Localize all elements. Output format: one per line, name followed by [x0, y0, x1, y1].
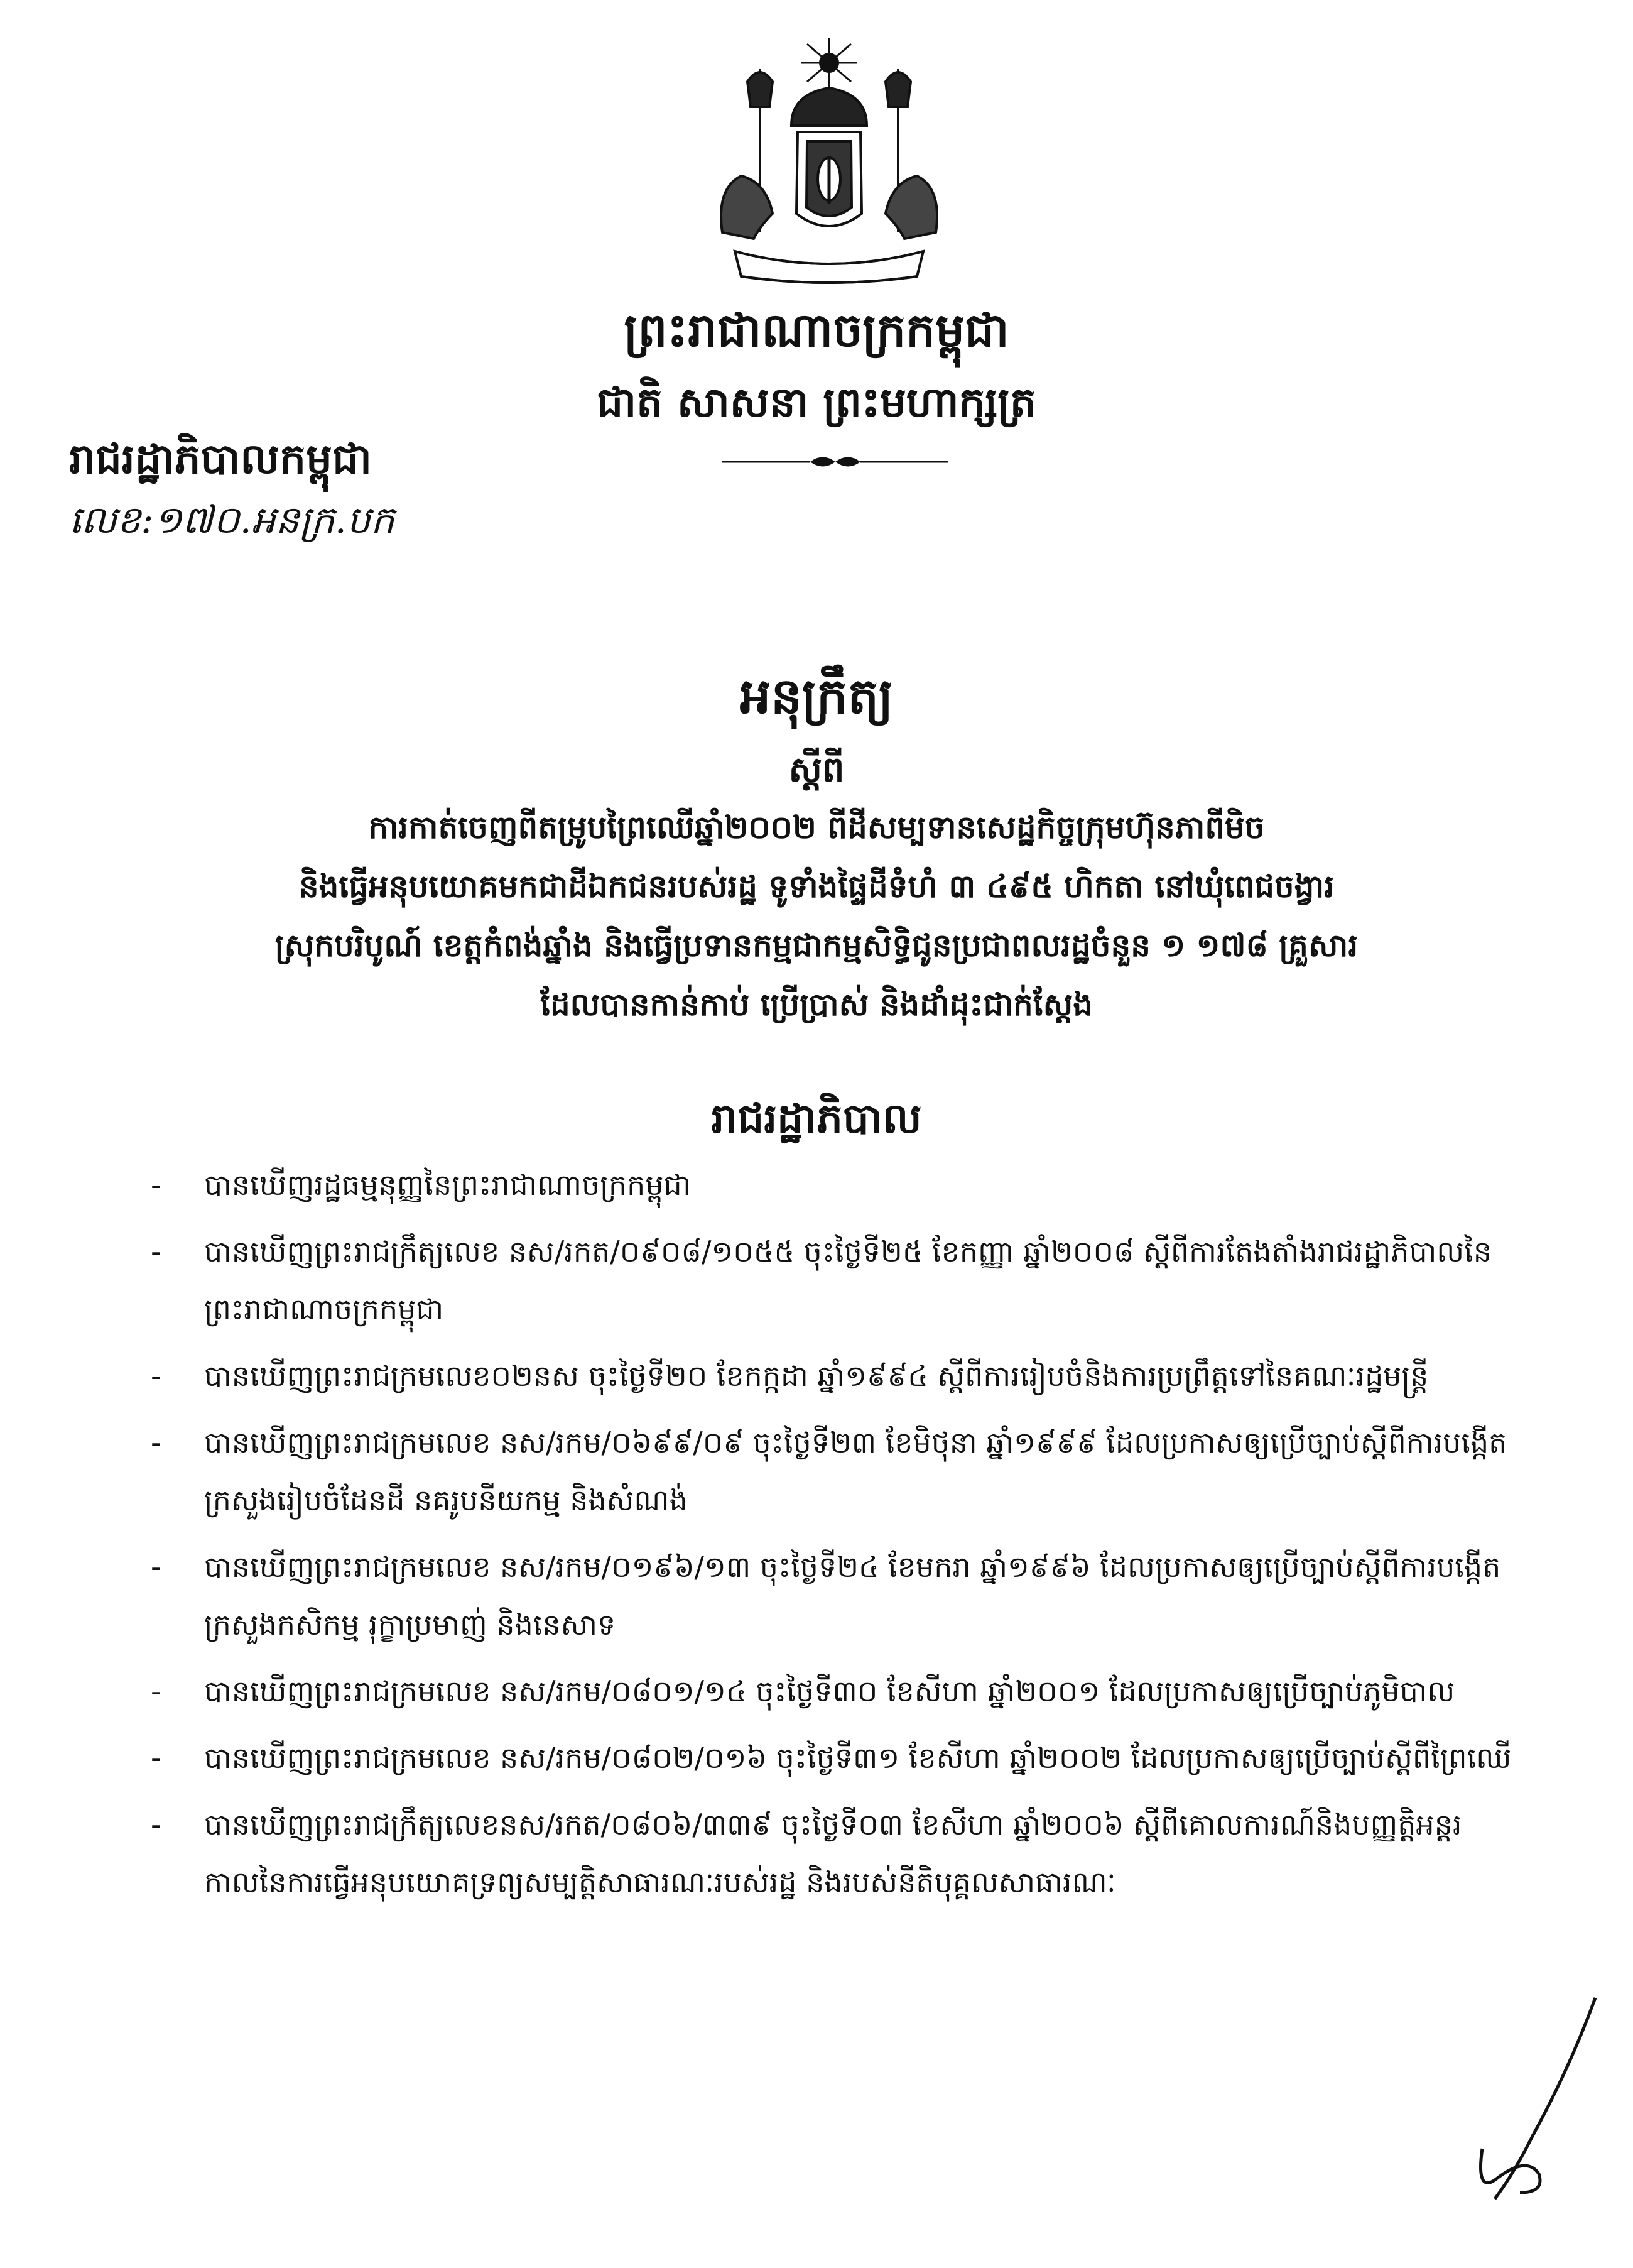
list-item	[151, 1347, 1514, 1405]
list-item	[151, 1414, 1514, 1529]
royal-coat-of-arms-emblem	[697, 25, 961, 289]
list-item	[151, 1223, 1514, 1338]
bullet-dash: -	[151, 1168, 161, 1202]
document-number: លេខ:១៧០.អនក្រ.បក	[69, 498, 395, 542]
bullet-dash: -	[151, 1550, 161, 1584]
list-item	[151, 1729, 1514, 1787]
list-item	[151, 1156, 1514, 1214]
list-item-text: បានឃើញព្រះរាជក្រមលេខ០២នស ចុះថ្ងៃទី២០ ខែកក្កដា ឆ្នាំ១៩៩៤ ស្តីពីការរៀបចំនិងការប្រព្រឹត្តទៅនៃគណៈរដ្ឋមន្ត្រី	[204, 1359, 1429, 1393]
subject-line: និងធ្វើអនុបយោគមកជាដីឯកជនរបស់រដ្ឋ ទូទាំងផ្ទៃដីទំហំ ៣ ៤៩៥ ហិកតា នៅឃុំពេជចង្វារ	[298, 868, 1335, 905]
list-item-text: បានឃើញព្រះរាជក្រឹត្យលេខនស/រកត/០៨០៦/៣៣៩ ចុះថ្ងៃទី០៣ ខែសីហា ឆ្នាំ២០០៦ ស្តីពីគោលការណ៍និងបញ្ញត្តិអន្តរកាលនៃការធ្វើអនុបយោគទ្រព្យសម្បត្តិសាធារណៈរបស់រដ្ឋ និងរបស់នីតិបុគ្គលសាធារណៈ	[204, 1807, 1462, 1899]
subject-line: ស្រុកបរិបូណ៍ ខេត្តកំពង់ឆ្នាំង និងធ្វើប្រទានកម្មជាកម្មសិទ្ធិជូនប្រជាពលរដ្ឋចំនួន ១ ១៧៨ គ្រួសារ	[274, 927, 1359, 964]
bullet-dash: -	[151, 1807, 161, 1841]
legal-basis-list	[151, 1156, 1514, 1920]
subject-line: ការកាត់ចេញពីតម្រូបព្រៃឈើឆ្នាំ២០០២ ពីដីសម្បទានសេដ្ឋកិច្ចក្រុមហ៊ុនភាពីមិច	[368, 809, 1265, 846]
subject-line: ដែលបានកាន់កាប់ ប្រើប្រាស់ និងដាំដុះជាក់ស្តែង	[540, 986, 1093, 1023]
bullet-dash: -	[151, 1741, 161, 1775]
document-type-title: អនុក្រឹត្យ	[739, 668, 894, 725]
list-item	[151, 1796, 1514, 1911]
list-item-text: បានឃើញព្រះរាជក្រមលេខ នស/រកម/០៦៩៩/០៩ ចុះថ្ងៃទី២៣ ខែមិថុនា ឆ្នាំ១៩៩៩ ដែលប្រកាសឲ្យប្រើច្បាប់ស្តីពីការបង្កើតក្រសួងរៀបចំដែនដី នគរូបនីយកម្ម និងសំណង់	[204, 1426, 1507, 1517]
bullet-dash: -	[151, 1235, 161, 1268]
list-item-text: បានឃើញព្រះរាជក្រឹត្យលេខ នស/រកត/០៩០៨/១០៥៥ ចុះថ្ងៃទី២៥ ខែកញ្ញា ឆ្នាំ២០០៨ ស្តីពីការតែងតាំងរាជរដ្ឋាភិបាលនៃព្រះរាជាណាចក្រកម្ពុជា	[204, 1235, 1492, 1326]
government-name: រាជរដ្ឋាភិបាលកម្ពុជា	[69, 434, 372, 483]
signature-initial	[1457, 1992, 1608, 2205]
list-item-text: បានឃើញព្រះរាជក្រមលេខ នស/រកម/០៨០២/០១៦ ចុះថ្ងៃទី៣១ ខែសីហា ឆ្នាំ២០០២ ដែលប្រកាសឲ្យប្រើច្បាប់ស្តីពីព្រៃឈើ	[204, 1741, 1512, 1775]
body-heading: រាជរដ្ឋាភិបាល	[711, 1094, 922, 1143]
national-motto: ជាតិ សាសនា ព្រះមហាក្សត្រ	[597, 378, 1036, 427]
bullet-dash: -	[151, 1674, 161, 1708]
about-label: ស្តីពី	[788, 749, 845, 790]
list-item-text: បានឃើញរដ្ឋធម្មនុញ្ញនៃព្រះរាជាណាចក្រកម្ពុជា	[204, 1168, 692, 1202]
list-item-text: បានឃើញព្រះរាជក្រមលេខ នស/រកម/០៨០១/១៤ ចុះថ្ងៃទី៣០ ខែសីហា ឆ្នាំ២០០១ ដែលប្រកាសឲ្យប្រើច្បាប់ភូមិបាល	[204, 1674, 1455, 1708]
list-item	[151, 1538, 1514, 1654]
list-item	[151, 1662, 1514, 1720]
kingdom-title: ព្រះរាជាណាចក្រកម្ពុជា	[624, 303, 1009, 357]
bullet-dash: -	[151, 1426, 161, 1459]
list-item-text: បានឃើញព្រះរាជក្រមលេខ នស/រកម/០១៩៦/១៣ ចុះថ្ងៃទី២៤ ខែមករា ឆ្នាំ១៩៩៦ ដែលប្រកាសឲ្យប្រើច្បាប់ស្តីពីការបង្កើតក្រសួងកសិកម្ម រុក្ខាប្រមាញ់ និងនេសាទ	[204, 1550, 1501, 1642]
ornamental-divider	[716, 452, 955, 471]
bullet-dash: -	[151, 1359, 161, 1393]
subject-block	[138, 798, 1495, 1034]
